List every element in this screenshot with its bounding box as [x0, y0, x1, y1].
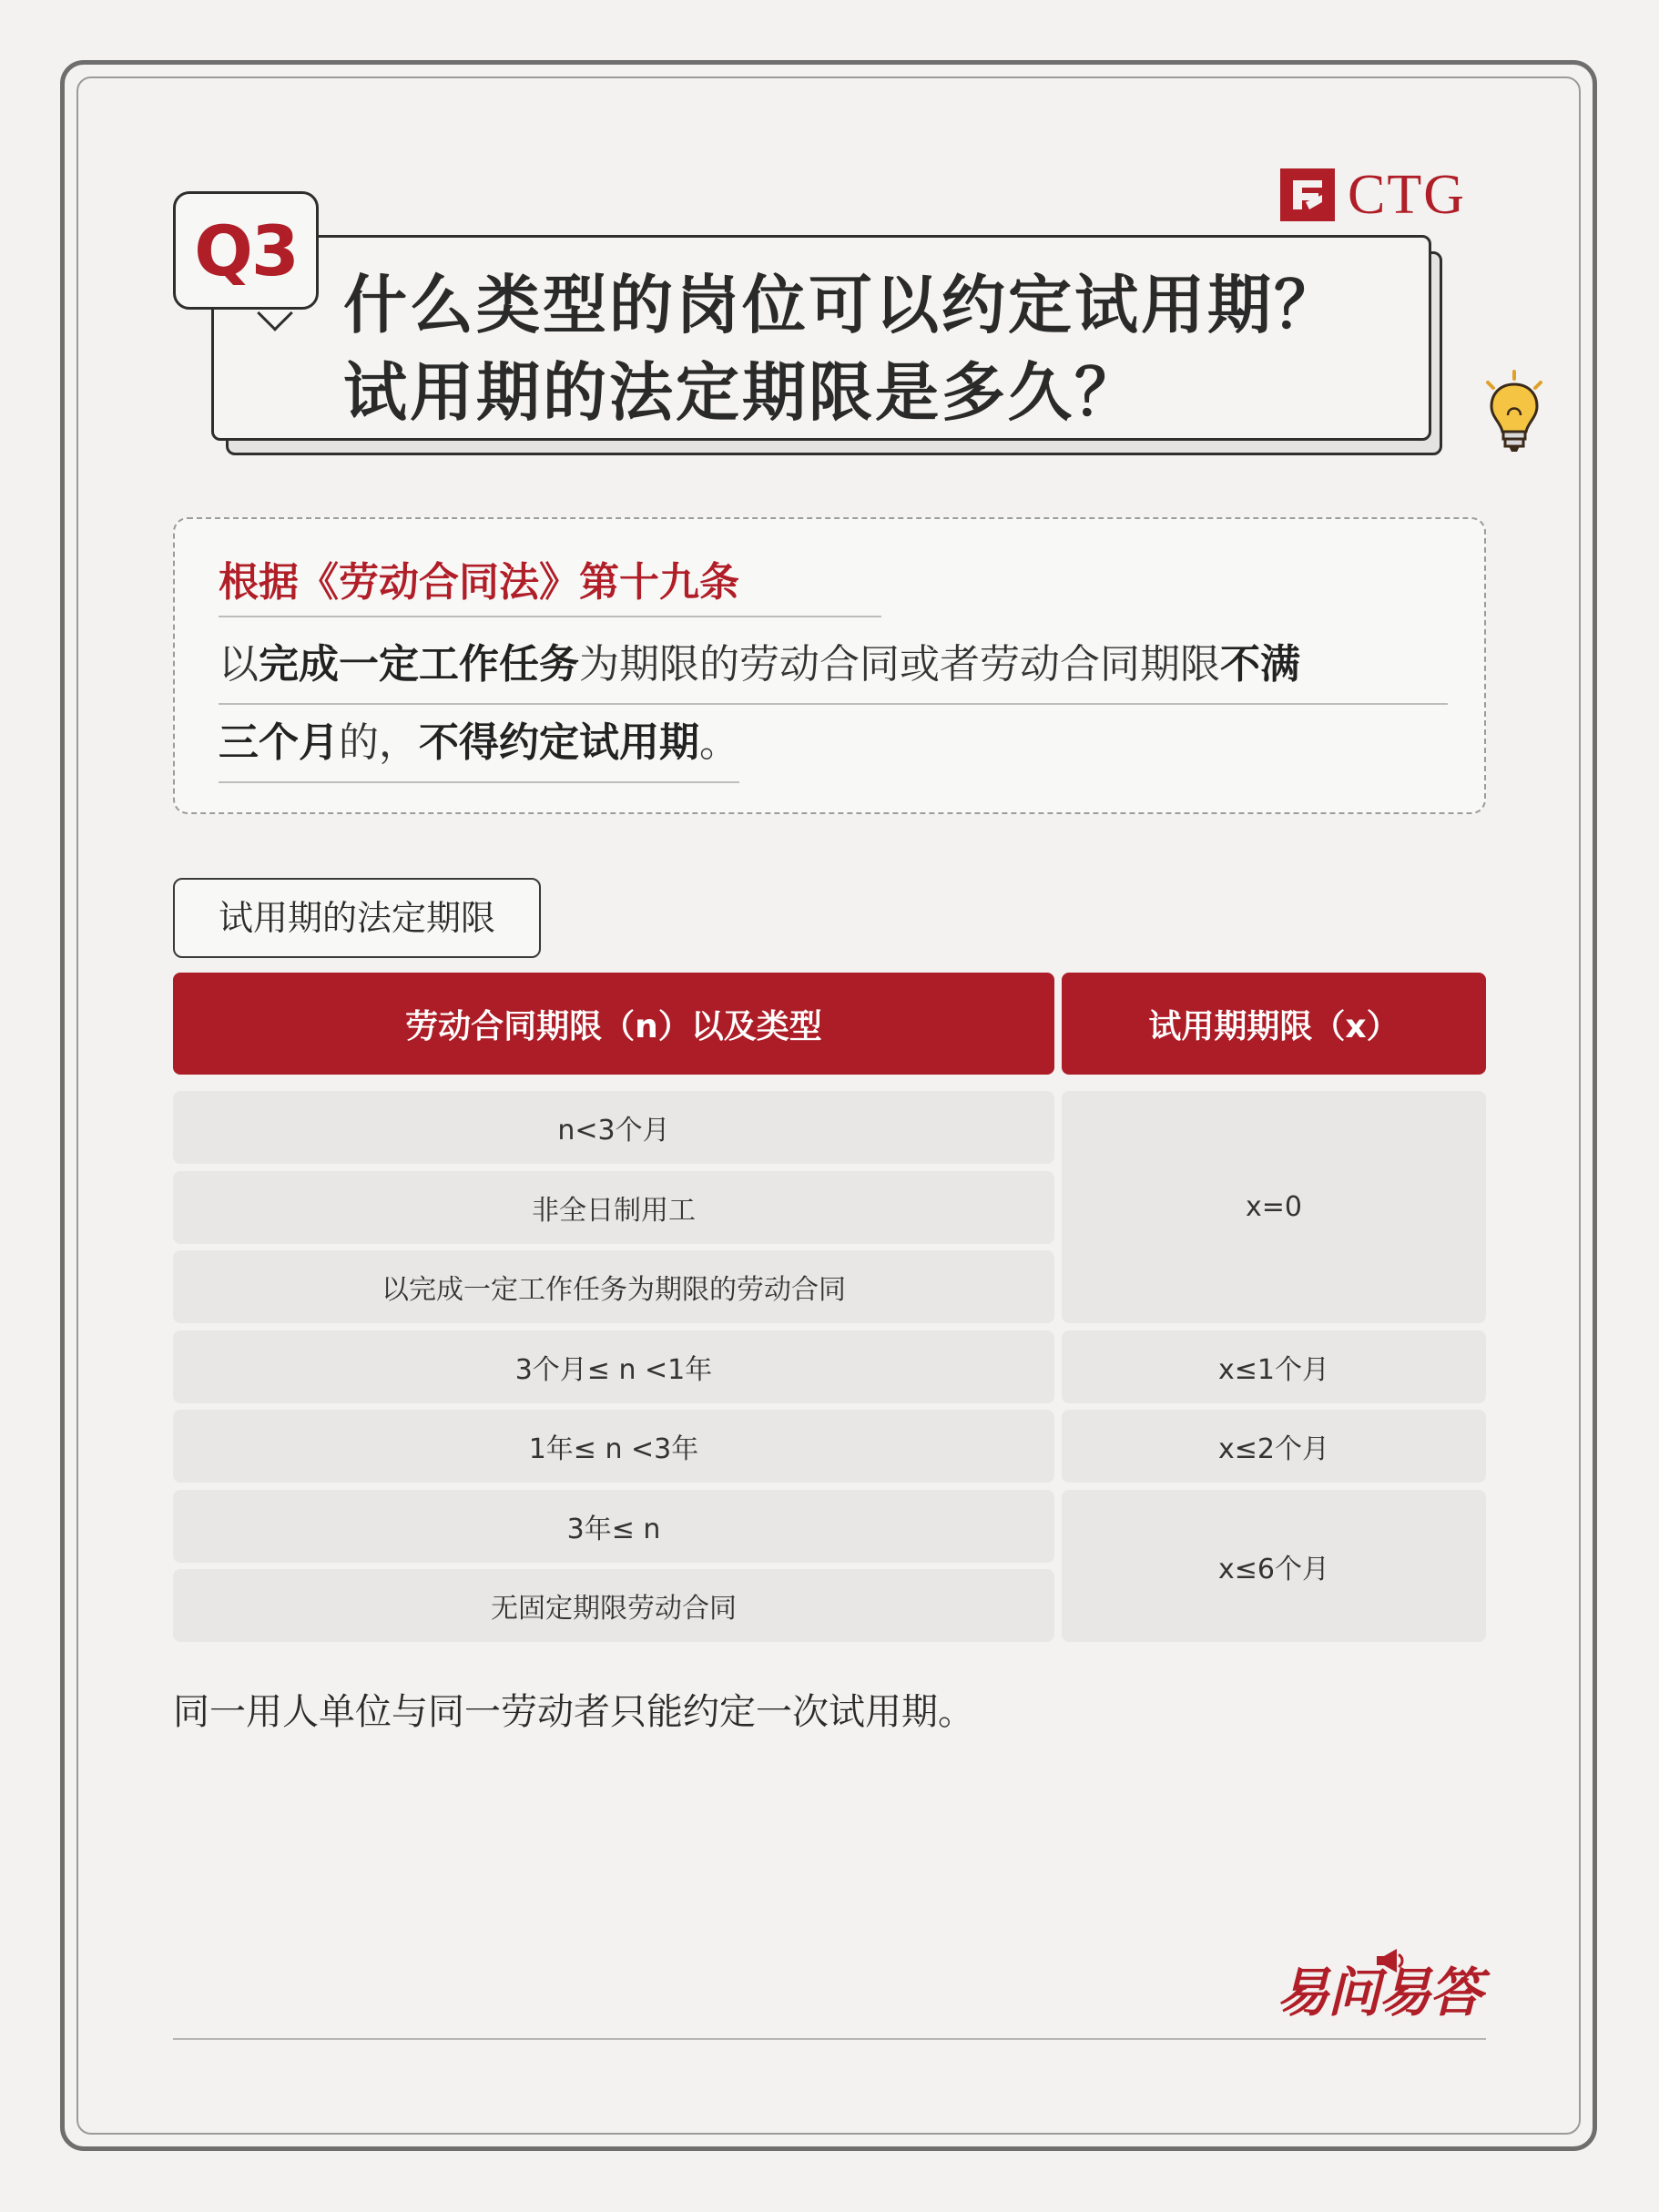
- table-cell-left: 1年≤ n <3年: [173, 1410, 1054, 1483]
- footnote: 同一用人单位与同一劳动者只能约定一次试用期。: [173, 1691, 974, 1733]
- question-line-2: 试用期的法定期限是多久？: [343, 355, 1141, 430]
- section-label: 试用期的法定期限: [173, 878, 541, 958]
- table-cell-right: x≤2个月: [1062, 1410, 1486, 1483]
- table-cell-left: n<3个月: [173, 1091, 1054, 1164]
- question-line-1: 什么类型的岗位可以约定试用期？: [343, 268, 1340, 342]
- law-line-1: [219, 627, 1448, 705]
- table-cell-right: x=0: [1062, 1091, 1486, 1323]
- ctg-logo: [1280, 166, 1466, 224]
- law-seg-6: 的，: [339, 719, 419, 766]
- law-seg-4: 不满: [1220, 641, 1300, 688]
- law-body: [219, 627, 1448, 783]
- brand-wordmark: 易问易答: [1277, 1962, 1481, 2023]
- law-seg-8: 。: [699, 719, 739, 766]
- bottom-divider: [173, 2038, 1486, 2040]
- megaphone-icon: [1373, 1947, 1406, 1978]
- ctg-logo-text: CTG: [1348, 164, 1466, 226]
- table-header-contract-term: 劳动合同期限（n）以及类型: [173, 973, 1054, 1075]
- table-cell-right: x≤6个月: [1062, 1490, 1486, 1642]
- law-seg-3: 为期限的劳动合同或者劳动合同期限: [579, 641, 1220, 688]
- table-cell-left: 3年≤ n: [173, 1490, 1054, 1563]
- question-title: [343, 261, 1410, 436]
- table-cell-left: 非全日制用工: [173, 1171, 1054, 1244]
- table-cell-left: 3个月≤ n <1年: [173, 1330, 1054, 1403]
- question-number: Q3: [194, 209, 298, 291]
- law-title: 根据《劳动合同法》第十九条: [219, 557, 881, 617]
- table-cell-right: x≤1个月: [1062, 1330, 1486, 1403]
- table-header-probation-limit: 试用期期限（x）: [1062, 973, 1486, 1075]
- law-seg-5: 三个月: [219, 719, 339, 766]
- table-cell-left: 无固定期限劳动合同: [173, 1569, 1054, 1642]
- law-seg-2: 完成一定工作任务: [259, 641, 579, 688]
- question-badge: [173, 191, 319, 310]
- law-seg-7: 不得约定试用期: [419, 719, 699, 766]
- law-quote-box: [173, 517, 1486, 814]
- lightbulb-icon: [1481, 370, 1548, 461]
- law-line-2: [219, 705, 739, 783]
- law-seg-1: 以: [219, 641, 259, 688]
- ctg-logo-mark-icon: [1280, 168, 1335, 221]
- question-box: [211, 235, 1431, 441]
- table-cell-left: 以完成一定工作任务为期限的劳动合同: [173, 1250, 1054, 1323]
